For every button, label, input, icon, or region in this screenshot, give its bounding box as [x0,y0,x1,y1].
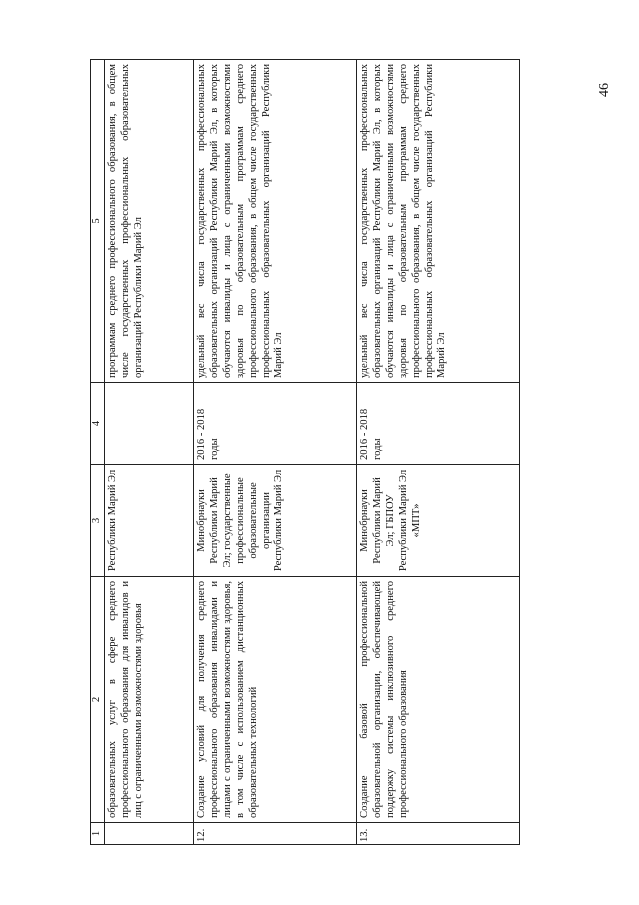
row-number: 13. [356,823,519,845]
activity-cell: образовательных услуг в сфере среднего профессионального образования для инвалидов и лиц с ограниченными возможностями здоровья [104,577,193,823]
period-cell [104,383,193,465]
indicator-cell: удельный вес числа государственных профессиональных образовательных организаций Республики Марий Эл, в которых обучаются инвалиды и лица с ограниченными возможностями здоровья по образовательным программам среднего профессионального образования, в общем числе государственных профессиональных образовательных организаций Республики Марий Эл [193,60,356,383]
indicator-cell: программам среднего профессионального образования, в общем числе государственных профессиональных образовательных организаций Республики Марий Эл [104,60,193,383]
col-header-4: 4 [91,383,105,465]
rotated-table-container [90,60,590,845]
period-cell: 2016 - 2018 годы [193,383,356,465]
table-row [193,60,356,845]
table-row [356,60,519,845]
col-header-2: 2 [91,577,105,823]
table-row [104,60,193,845]
page-number: 46 [597,83,612,97]
program-table [90,59,520,845]
col-header-5: 5 [91,60,105,383]
executor-cell: Республики Марий Эл [104,465,193,577]
period-cell: 2016 - 2018 годы [356,383,519,465]
indicator-cell: удельный вес числа государственных профессиональных образовательных организаций Республики Марий Эл, в которых обучаются инвалиды и лица с ограниченными возможностями здоровья по образовательным программам среднего профессионального образования, в общем числе государственных профессиональных образовательных организаций Республики Марий Эл [356,60,519,383]
col-header-1: 1 [91,823,105,845]
row-number: 12. [193,823,356,845]
executor-cell: Минобрнауки Республики Марий Эл; ГБПОУ Республики Марий Эл «МПТ» [356,465,519,577]
row-number [104,823,193,845]
executor-cell: Минобрнауки Республики Марий Эл; государственные профессиональные образовательные организации Республики Марий Эл [193,465,356,577]
col-header-3: 3 [91,465,105,577]
column-header-row [91,60,105,845]
activity-cell: Создание базовой профессиональной образовательной организации, обеспечивающей поддержку системы инклюзивного среднего профессионального образования [356,577,519,823]
activity-cell: Создание условий для получения среднего профессионального образования инвалидами и лицами с ограниченными возможностями здоровья, в том числе с использованием дистанционных образовательных технологий [193,577,356,823]
